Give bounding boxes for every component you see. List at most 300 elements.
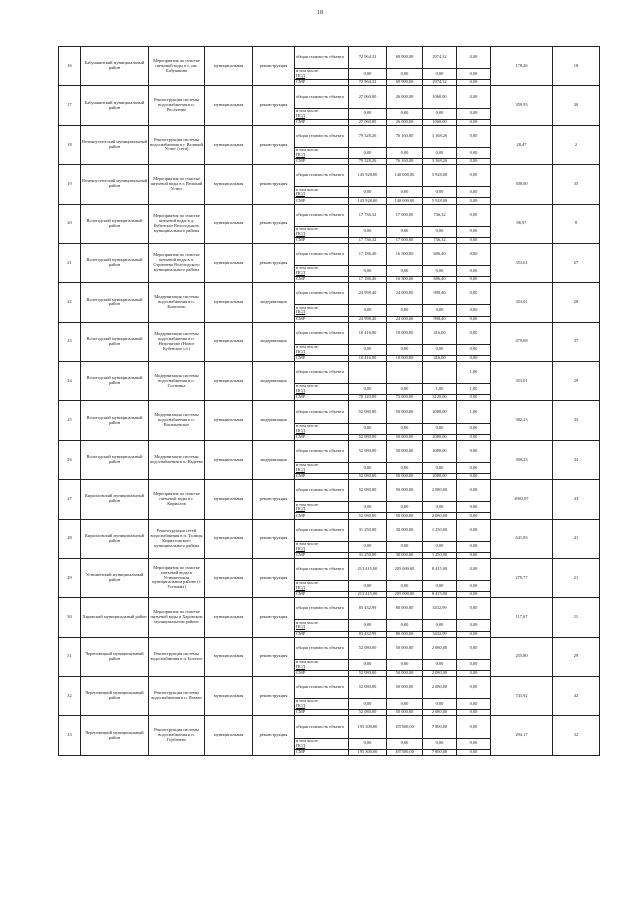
row-number: 21 (59, 243, 81, 282)
capacity-value: 255,80 (491, 637, 553, 676)
value-psd-3: 0,00 (457, 305, 491, 316)
value-smr-0: 27 060,00 (349, 119, 387, 125)
subrow-label-psd-text: ПСД (296, 742, 305, 748)
value-psd-2: 0,00 (423, 659, 457, 670)
subrow-label-incl: в том числе: (296, 344, 319, 350)
table-row (59, 598, 600, 609)
subrow-label-psd-text: ПСД (296, 545, 305, 551)
value-smr-1: 50 000,00 (387, 710, 423, 716)
district-name: Череповецкий муниципальный район (81, 637, 149, 676)
project-name: Реконструкция сетей водоснабжения в п. Талицы Кирилловского муниципального района (149, 519, 205, 558)
value-smr-0: 17 736,32 (349, 237, 387, 243)
project-name: Модернизация системы водоснабжения в п. Непотягово (Новое Кубенское с/с) (149, 322, 205, 361)
subrow-label-psd-text: ПСД (296, 624, 305, 630)
value-psd-1: 0,00 (387, 108, 423, 119)
district-name: Харовский муниципальный район (81, 598, 149, 637)
district-name: Вологодский муниципальный район (81, 204, 149, 243)
subrow-label-incl: в том числе: (296, 226, 319, 231)
row-number: 19 (59, 165, 81, 204)
project-name: Мероприятия по очистке питьевой воды в г. Великий Устюг (149, 165, 205, 204)
value-total-1: 50 000,00 (387, 637, 423, 659)
subrow-label-incl: в том числе: (296, 423, 319, 428)
value-total-0: 31 250,00 (349, 519, 387, 541)
value-psd-3: 0,00 (457, 108, 491, 119)
subrow-label-psd (295, 699, 349, 710)
value-smr-2: 736,32 (423, 237, 457, 243)
value-total-2: 1 250,00 (423, 519, 457, 541)
value-psd-1: 0,00 (387, 738, 423, 749)
subrow-label-psd (295, 581, 349, 592)
value-total-1: 80 000,00 (387, 598, 423, 620)
value-psd-0: 0,00 (349, 305, 387, 316)
value-smr-0: 17 186,40 (349, 277, 387, 283)
subrow-label-psd-text: ПСД (296, 191, 305, 197)
value-total-1: 50 000,00 (387, 440, 423, 462)
capacity-value: 353,61 (491, 243, 553, 282)
value-total-2: 5 928,00 (423, 165, 457, 187)
subrow-label-smr: СМР (295, 198, 349, 204)
value-total-3: 0,00 (457, 677, 491, 699)
district-name: Вологодский муниципальный район (81, 283, 149, 322)
ownership: муниципальная (205, 598, 253, 637)
subrow-label-psd-text: ПСД (296, 309, 305, 315)
subrow-label-smr: СМР (295, 316, 349, 322)
subrow-label-incl: в том числе: (296, 383, 319, 389)
value-smr-2: 2974,32 (423, 80, 457, 86)
value-total-3: 0,00 (457, 322, 491, 344)
value-psd-2: 0,00 (423, 423, 457, 434)
people-value: 30 (553, 86, 600, 125)
value-psd-2: 0,00 (423, 581, 457, 592)
project-name: Модернизация системы водоснабжения в п. Надеево (149, 440, 205, 479)
value-smr-3: 0,00 (457, 395, 491, 401)
value-psd-3: 0,00 (457, 423, 491, 434)
ownership: муниципальная (205, 283, 253, 322)
work-type: модернизация (253, 440, 295, 479)
value-psd-1: 0,00 (387, 699, 423, 710)
district-name: Великоустюгский муниципальный район (81, 165, 149, 204)
value-smr-1: 26 000,00 (387, 119, 423, 125)
value-psd-1: 0,00 (387, 423, 423, 434)
people-value: 34 (553, 440, 600, 479)
district-name: Череповецкий муниципальный район (81, 677, 149, 716)
value-smr-1: 187500,00 (387, 749, 423, 755)
work-type: реконструкция (253, 125, 295, 164)
subrow-label-incl: в том числе: (296, 304, 319, 310)
value-smr-1: 80 000,00 (387, 631, 423, 637)
value-psd-1: 0,00 (387, 147, 423, 158)
subrow-label-smr: СМР (295, 670, 349, 676)
table-row (59, 401, 600, 412)
subrow-label-psd (295, 620, 349, 631)
value-psd-2: 0,00 (423, 502, 457, 513)
table-row (59, 716, 600, 727)
people-value: 18 (553, 47, 600, 86)
value-total-2: 3432,99 (423, 598, 457, 620)
work-type: реконструкция (253, 519, 295, 558)
subrow-label-incl: в том числе: (296, 541, 319, 546)
value-psd-3: 0,00 (457, 147, 491, 158)
row-number: 20 (59, 204, 81, 243)
value-smr-0: 78 120,00 (349, 395, 387, 401)
subrow-label-smr: СМР (295, 237, 349, 243)
value-smr-3: 0,00 (457, 474, 491, 480)
value-total-3: 0,00 (457, 637, 491, 659)
value-smr-3: 0,00 (457, 198, 491, 204)
value-psd-0: 0,00 (349, 147, 387, 158)
row-number: 30 (59, 598, 81, 637)
ownership: муниципальная (205, 637, 253, 676)
value-smr-2: 5 928,00 (423, 198, 457, 204)
value-total-3: 1,00 (457, 401, 491, 423)
subrow-label-total: общая стоимость объекта (295, 637, 349, 659)
value-psd-2: 0,00 (423, 69, 457, 80)
subrow-label-incl: в том числе: (296, 619, 319, 625)
subrow-label-psd (295, 502, 349, 513)
work-type: реконструкция (253, 716, 295, 755)
subrow-label-psd (295, 226, 349, 237)
value-smr-3: 0,00 (457, 749, 491, 755)
value-total-3: 0,00 (457, 86, 491, 108)
value-total-0: 17 186,40 (349, 243, 387, 265)
value-psd-3: 0,00 (457, 266, 491, 277)
value-psd-1: 0,00 (387, 266, 423, 277)
work-type: реконструкция (253, 204, 295, 243)
value-total-2: 416,00 (423, 322, 457, 344)
capacity-value: 641,83 (491, 519, 553, 558)
subrow-label-incl: в том числе: (296, 580, 319, 586)
capacity-value: 178,26 (491, 47, 553, 86)
value-smr-2: 2 080,00 (423, 513, 457, 519)
value-psd-2: 0,00 (423, 226, 457, 237)
project-name: Реконструкция системы водоснабжения в п. Богатое (149, 637, 205, 676)
value-smr-1: 140 000,00 (387, 198, 423, 204)
value-psd-3: 1,00 (457, 384, 491, 395)
value-smr-3: 0,00 (457, 237, 491, 243)
subrow-label-smr: СМР (295, 434, 349, 440)
subrow-label-incl: в том числе: (296, 147, 319, 153)
value-total-1: 187500,00 (387, 716, 423, 738)
capacity-value: 479,68 (491, 322, 553, 361)
project-name: Реконструкция системы водоснабжения в п. Горбачево (149, 716, 205, 755)
work-type: реконструкция (253, 47, 295, 86)
subrow-label-smr: СМР (295, 474, 349, 480)
row-number: 28 (59, 519, 81, 558)
ownership: муниципальная (205, 440, 253, 479)
project-name: Мероприятия по очистке питьевой воды в п. Стризнево Вологодского муниципального района (149, 243, 205, 282)
subrow-label-incl: в том числе: (296, 659, 319, 665)
row-number: 17 (59, 86, 81, 125)
value-smr-1: 30 000,00 (387, 552, 423, 558)
table-row (59, 204, 600, 215)
people-value: 32 (553, 716, 600, 755)
subrow-label-psd-text: ПСД (296, 466, 305, 472)
value-total-0: 52 080,00 (349, 480, 387, 502)
work-type: реконструкция (253, 165, 295, 204)
value-smr-0: 195 300,00 (349, 749, 387, 755)
value-psd-2: 0,00 (423, 187, 457, 198)
subrow-label-psd-text: ПСД (296, 663, 305, 669)
people-value: 37 (553, 322, 600, 361)
value-total-2: 998,40 (423, 283, 457, 305)
value-smr-2: 416,00 (423, 355, 457, 361)
capacity-value: 4902,87 (491, 480, 553, 519)
value-total-2: 1060,00 (423, 86, 457, 108)
value-psd-0: 0,00 (349, 187, 387, 198)
table-row (59, 637, 600, 648)
capacity-value: 117,67 (491, 598, 553, 637)
value-psd-1: 0,00 (387, 187, 423, 198)
row-number: 29 (59, 558, 81, 597)
capacity-value: 28,47 (491, 125, 553, 164)
project-name: Мероприятия по очистке питьевой воды в Харовском муниципальном районе (149, 598, 205, 637)
ownership: муниципальная (205, 125, 253, 164)
value-smr-0: 24 998,40 (349, 316, 387, 322)
value-smr-1: 69 990,00 (387, 80, 423, 86)
value-total-0: 10 416,00 (349, 322, 387, 344)
value-psd-0: 0,00 (349, 423, 387, 434)
subrow-label-total: общая стоимость объекта (295, 243, 349, 265)
value-total-0: 27 060,00 (349, 86, 387, 108)
subrow-label-psd (295, 305, 349, 316)
value-smr-1: 50 000,00 (387, 474, 423, 480)
ownership: муниципальная (205, 243, 253, 282)
value-psd-3: 0,00 (457, 69, 491, 80)
value-total-3: 0,00 (457, 440, 491, 462)
subrow-label-psd-text: ПСД (296, 585, 305, 591)
value-psd-0: 0,00 (349, 699, 387, 710)
value-smr-3: 0,00 (457, 670, 491, 676)
value-total-2: 8 415,00 (423, 558, 457, 580)
value-total-1: 16 500,00 (387, 243, 423, 265)
subrow-label-psd-text: ПСД (296, 348, 305, 354)
row-number: 16 (59, 47, 81, 86)
table-row (59, 322, 600, 333)
value-smr-0: 52 080,00 (349, 434, 387, 440)
subrow-label-total: общая стоимость объекта (295, 362, 349, 384)
value-total-1: 205 000,00 (387, 558, 423, 580)
value-total-2: 7 800,00 (423, 716, 457, 738)
value-psd-0: 0,00 (349, 266, 387, 277)
table-row (59, 47, 600, 58)
people-value: 33 (553, 401, 600, 440)
project-name: Мероприятия по очистке питьевой воды в г. Кириллов (149, 480, 205, 519)
value-total-2: 736,32 (423, 204, 457, 226)
value-total-2 (423, 362, 457, 384)
table-row (59, 480, 600, 491)
value-total-0: 213 415,00 (349, 558, 387, 580)
subrow-label-psd (295, 187, 349, 198)
value-total-2: 2080,00 (423, 401, 457, 423)
people-value: 2 (553, 125, 600, 164)
people-value: 8 (553, 204, 600, 243)
subrow-label-incl: в том числе: (296, 265, 319, 271)
value-psd-1: 0,00 (387, 226, 423, 237)
work-type: реконструкция (253, 677, 295, 716)
value-smr-3: 0,00 (457, 434, 491, 440)
value-psd-1: 0,00 (387, 69, 423, 80)
value-psd-3: 0,00 (457, 502, 491, 513)
value-psd-2: 0,00 (423, 147, 457, 158)
value-smr-3: 0,00 (457, 552, 491, 558)
value-psd-0: 0,00 (349, 344, 387, 355)
value-psd-2: 0,00 (423, 738, 457, 749)
people-value: 43 (553, 480, 600, 519)
work-type: реконструкция (253, 86, 295, 125)
subrow-label-total: общая стоимость объекта (295, 677, 349, 699)
subrow-label-psd-text: ПСД (296, 73, 305, 79)
value-smr-3: 0,00 (457, 592, 491, 598)
row-number: 32 (59, 677, 81, 716)
subrow-label-incl: в том числе: (296, 462, 319, 468)
value-psd-0: 0,00 (349, 541, 387, 552)
value-smr-1: 50 000,00 (387, 670, 423, 676)
row-number: 23 (59, 322, 81, 361)
capacity-value: 508,00 (491, 165, 553, 204)
capacity-value: 359,93 (491, 86, 553, 125)
value-smr-1: 24 000,00 (387, 316, 423, 322)
work-type: модернизация (253, 401, 295, 440)
value-total-1: 50 000,00 (387, 677, 423, 699)
value-psd-1: 0,00 (387, 541, 423, 552)
capacity-value: 741,92 (491, 677, 553, 716)
value-psd-2: 0,00 (423, 108, 457, 119)
value-total-1: 69 990,00 (387, 47, 423, 69)
district-name: Кирилловский муниципальный район (81, 519, 149, 558)
value-psd-3: 0,00 (457, 620, 491, 631)
value-psd-3: 0,00 (457, 462, 491, 473)
value-psd-1: 0,00 (387, 305, 423, 316)
subrow-label-total: общая стоимость объекта (295, 283, 349, 305)
value-total-3: 0,00 (457, 598, 491, 620)
capacity-value: 390,23 (491, 440, 553, 479)
page-number: 18 (317, 10, 323, 16)
subrow-label-total: общая стоимость объекта (295, 716, 349, 738)
capacity-value: 382,23 (491, 401, 553, 440)
district-name: Бабушкинский муниципальный район (81, 47, 149, 86)
value-smr-2: 3 168,26 (423, 159, 457, 165)
value-total-2: 3 168,26 (423, 125, 457, 147)
value-total-0: 52 080,00 (349, 401, 387, 423)
table-row (59, 440, 600, 451)
work-type: модернизация (253, 322, 295, 361)
value-smr-0: 31 250,00 (349, 552, 387, 558)
subrow-label-total: общая стоимость объекта (295, 598, 349, 620)
value-total-3: 0,00 (457, 47, 491, 69)
value-total-2: 2974,32 (423, 47, 457, 69)
ownership: муниципальная (205, 401, 253, 440)
value-psd-0: 0,00 (349, 502, 387, 513)
work-type: модернизация (253, 362, 295, 401)
project-name: Модернизация системы водоснабжения в п. Кипелово (149, 283, 205, 322)
value-smr-1: 50 000,00 (387, 513, 423, 519)
table-row (59, 283, 600, 294)
row-number: 25 (59, 401, 81, 440)
work-type: реконструкция (253, 243, 295, 282)
district-name: Бабушкинский муниципальный район (81, 86, 149, 125)
value-total-3: 0,00 (457, 165, 491, 187)
value-smr-2: 3432,99 (423, 631, 457, 637)
table-row (59, 677, 600, 688)
district-name: Вологодский муниципальный район (81, 440, 149, 479)
ownership: муниципальная (205, 519, 253, 558)
subrow-label-smr: СМР (295, 277, 349, 283)
subrow-label-smr: СМР (295, 513, 349, 519)
value-smr-2: 3120,00 (423, 395, 457, 401)
row-number: 27 (59, 480, 81, 519)
subrow-label-psd-text: ПСД (296, 270, 305, 276)
value-psd-2: 0,00 (423, 462, 457, 473)
value-smr-2: 1 250,00 (423, 552, 457, 558)
value-total-0: 52 080,00 (349, 440, 387, 462)
value-total-0 (349, 362, 387, 384)
district-name: Кирилловский муниципальный район (81, 480, 149, 519)
ownership: муниципальная (205, 362, 253, 401)
subrow-label-psd-text: ПСД (296, 703, 305, 709)
value-smr-3: 0,00 (457, 631, 491, 637)
subrow-label-total: общая стоимость объекта (295, 165, 349, 187)
value-smr-0: 145 928,00 (349, 198, 387, 204)
value-total-0: 195 300,00 (349, 716, 387, 738)
value-total-0: 79 328,26 (349, 125, 387, 147)
subrow-label-smr: СМР (295, 395, 349, 401)
subrow-label-total: общая стоимость объекта (295, 125, 349, 147)
people-value: 21 (553, 558, 600, 597)
subrow-label-smr: СМР (295, 119, 349, 125)
project-name: Мероприятия по очистке питьевой воды в д. Кубенское Вологодского муниципального района (149, 204, 205, 243)
district-name: Вологодский муниципальный район (81, 322, 149, 361)
value-psd-2: 0,00 (423, 305, 457, 316)
value-total-0: 17 736,32 (349, 204, 387, 226)
value-psd-1: 0,00 (387, 462, 423, 473)
value-psd-0: 0,00 (349, 581, 387, 592)
value-psd-2: 0,00 (423, 620, 457, 631)
value-smr-0: 52 080,00 (349, 710, 387, 716)
subrow-label-total: общая стоимость объекта (295, 204, 349, 226)
value-total-1: 24 000,00 (387, 283, 423, 305)
ownership: муниципальная (205, 558, 253, 597)
value-smr-0: 52 080,00 (349, 474, 387, 480)
value-total-1: 17 000,00 (387, 204, 423, 226)
people-value: 35 (553, 165, 600, 204)
value-total-2: 2 080,00 (423, 637, 457, 659)
value-smr-0: 72 964,32 (349, 80, 387, 86)
subrow-label-incl: в том числе: (296, 108, 319, 113)
value-psd-3: 0,00 (457, 541, 491, 552)
subrow-label-psd-text: ПСД (296, 151, 305, 157)
people-value: 29 (553, 362, 600, 401)
value-psd-3: 0,00 (457, 659, 491, 670)
subrow-label-psd-text: ПСД (296, 506, 305, 512)
subrow-label-smr: СМР (295, 749, 349, 755)
subrow-label-total: общая стоимость объекта (295, 558, 349, 580)
value-smr-0: 10 416,00 (349, 355, 387, 361)
value-psd-2: 0,00 (423, 541, 457, 552)
value-total-3: 1,00 (457, 362, 491, 384)
value-psd-0: 0,00 (349, 462, 387, 473)
subrow-label-total: общая стоимость объекта (295, 401, 349, 423)
subrow-label-smr: СМР (295, 80, 349, 86)
subrow-label-psd-text: ПСД (296, 112, 305, 118)
work-type: реконструкция (253, 598, 295, 637)
value-psd-2: 0,00 (423, 344, 457, 355)
value-smr-2: 7 800,00 (423, 749, 457, 755)
value-total-1: 10 000,00 (387, 322, 423, 344)
value-total-0: 145 928,00 (349, 165, 387, 187)
value-smr-0: 79 328,26 (349, 159, 387, 165)
project-name: Реконструкция системы водоснабжения в г. Великий Устюг (сети) (149, 125, 205, 164)
value-smr-2: 2080,00 (423, 474, 457, 480)
